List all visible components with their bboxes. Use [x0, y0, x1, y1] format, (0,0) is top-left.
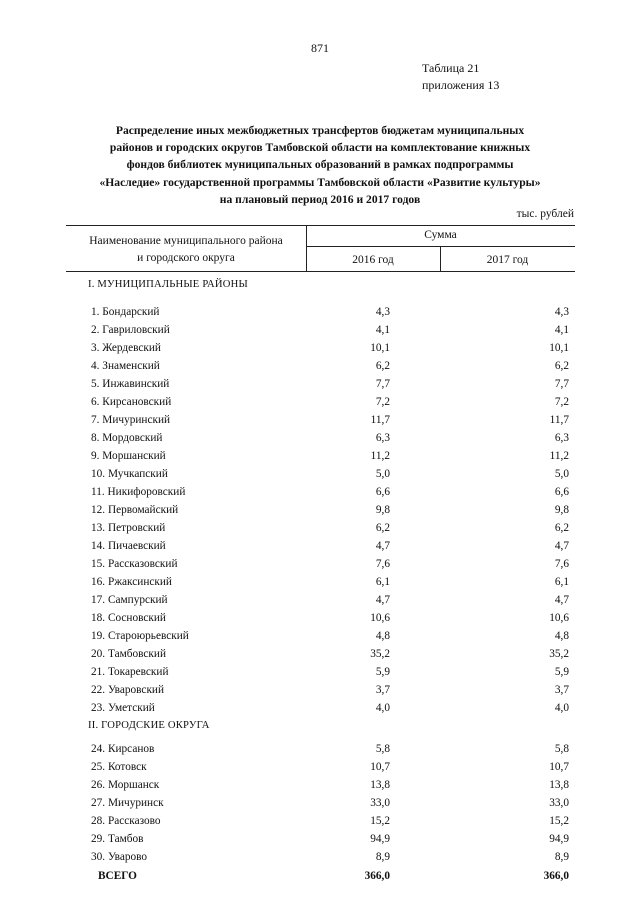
table-row: [88, 375, 568, 393]
value-2017: 10,6: [549, 612, 569, 624]
value-2016: 7,6: [375, 558, 390, 570]
row-name: 21. Токаревский: [91, 666, 169, 678]
row-name: 3. Жердевский: [91, 342, 161, 354]
row-name: 25. Котовск: [91, 761, 147, 773]
value-2016: 11,7: [370, 414, 390, 426]
value-2016: 3,7: [375, 684, 390, 696]
value-2017: 11,7: [549, 414, 569, 426]
value-2017: 5,8: [554, 743, 569, 755]
value-2017: 4,3: [554, 306, 569, 318]
value-2017: 6,1: [554, 576, 569, 588]
value-2016: 4,7: [375, 594, 390, 606]
header-name-line1: Наименование муниципального района: [89, 235, 283, 247]
table-reference-line2: приложения 13: [422, 78, 500, 92]
value-2017: 9,8: [554, 504, 569, 516]
value-2016: 35,2: [370, 648, 390, 660]
value-2016: 5,9: [375, 666, 390, 678]
table-row: [88, 681, 568, 699]
table-row: [88, 465, 568, 483]
table-row: [88, 663, 568, 681]
row-name: 27. Мичуринск: [91, 797, 164, 809]
units-label: тыс. рублей: [516, 208, 574, 220]
value-2017: 4,8: [554, 630, 569, 642]
table-row: [88, 321, 568, 339]
row-name: 14. Пичаевский: [91, 540, 166, 552]
value-2017: 33,0: [549, 797, 569, 809]
row-name: 11. Никифоровский: [91, 486, 186, 498]
value-2017: 13,8: [549, 779, 569, 791]
row-name: 29. Тамбов: [91, 833, 144, 845]
table-row: [88, 627, 568, 645]
value-2017: 7,7: [554, 378, 569, 390]
table-row: [88, 758, 568, 776]
title-line: Распределение иных межбюджетных трансфертов бюджетам муниципальных: [115, 124, 525, 137]
table-row: [88, 501, 568, 519]
table-reference: [422, 60, 499, 94]
row-name: 24. Кирсанов: [91, 743, 155, 755]
value-2016: 6,2: [375, 360, 390, 372]
value-2017: 94,9: [549, 833, 569, 845]
row-name: 10. Мучкапский: [91, 468, 168, 480]
value-2016: 4,1: [375, 324, 390, 336]
table-row: [88, 483, 568, 501]
table-row: [88, 573, 568, 591]
table-row: [88, 848, 568, 866]
table-row: [88, 794, 568, 812]
total-label: ВСЕГО: [98, 870, 137, 882]
value-2016: 33,0: [370, 797, 390, 809]
row-name: 26. Моршанск: [91, 779, 160, 791]
row-name: 18. Сосновский: [91, 612, 166, 624]
section-title: II. ГОРОДСКИЕ ОКРУГА: [88, 720, 210, 731]
value-2016: 5,8: [375, 743, 390, 755]
value-2017: 4,0: [554, 702, 569, 714]
value-2017: 7,2: [554, 396, 569, 408]
section-title: I. МУНИЦИПАЛЬНЫЕ РАЙОНЫ: [88, 279, 248, 290]
table-row: [88, 429, 568, 447]
value-2016: 4,0: [375, 702, 390, 714]
value-2017: 6,3: [554, 432, 569, 444]
value-2016: 13,8: [370, 779, 390, 791]
title-line: фондов библиотек муниципальных образований в рамках подпрограммы: [126, 158, 514, 172]
value-2016: 8,9: [375, 851, 390, 863]
row-name: 16. Ржаксинский: [91, 576, 172, 588]
table-row: [88, 537, 568, 555]
header-name-line2: и городского округа: [137, 252, 235, 264]
row-name: 8. Мордовский: [91, 432, 163, 444]
row-name: 7. Мичуринский: [91, 414, 171, 426]
row-name: 9. Моршанский: [91, 450, 166, 462]
table-row: [88, 812, 568, 830]
table-reference-line1: Таблица 21: [422, 61, 480, 75]
value-2017: 3,7: [554, 684, 569, 696]
value-2017: 5,9: [554, 666, 569, 678]
table-row: [88, 699, 568, 717]
row-name: 19. Староюрьевский: [91, 630, 189, 642]
value-2017: 35,2: [549, 648, 569, 660]
value-2016: 4,8: [375, 630, 390, 642]
table-row: [88, 591, 568, 609]
value-2017: 10,7: [549, 761, 569, 773]
total-2017: 366,0: [543, 870, 569, 882]
table-row: [88, 339, 568, 357]
table-row: [88, 555, 568, 573]
value-2016: 10,7: [370, 761, 390, 773]
table-top-border: [66, 225, 575, 226]
value-2016: 9,8: [375, 504, 390, 516]
table-row: [88, 740, 568, 758]
value-2017: 4,7: [554, 540, 569, 552]
value-2016: 10,1: [370, 342, 390, 354]
header-name: [66, 233, 306, 267]
total-2016: 366,0: [364, 870, 390, 882]
value-2017: 11,2: [549, 450, 569, 462]
row-name: 17. Сампурский: [91, 594, 168, 606]
value-2016: 4,7: [375, 540, 390, 552]
value-2017: 4,7: [554, 594, 569, 606]
header-year-2016: 2016 год: [352, 254, 394, 266]
value-2017: 6,6: [554, 486, 569, 498]
value-2016: 6,6: [375, 486, 390, 498]
table-row: [88, 411, 568, 429]
value-2016: 6,2: [375, 522, 390, 534]
value-2017: 5,0: [554, 468, 569, 480]
total-row: [88, 867, 568, 885]
row-name: 30. Уварово: [91, 851, 148, 863]
value-2016: 6,3: [375, 432, 390, 444]
table-row: [88, 776, 568, 794]
row-name: 28. Рассказово: [91, 815, 161, 827]
value-2016: 7,7: [375, 378, 390, 390]
value-2017: 15,2: [549, 815, 569, 827]
value-2016: 5,0: [375, 468, 390, 480]
title-line: «Наследие» государственной программы Тамбовской области «Развитие культуры»: [99, 175, 541, 189]
table-row: [88, 357, 568, 375]
row-name: 2. Гавриловский: [91, 324, 170, 336]
value-2017: 6,2: [554, 522, 569, 534]
header-year-2017: 2017 год: [486, 254, 529, 266]
table-row: [88, 519, 568, 537]
value-2017: 4,1: [554, 324, 569, 336]
value-2016: 94,9: [370, 833, 390, 845]
row-name: 1. Бондарский: [91, 306, 160, 318]
table-row: [88, 393, 568, 411]
row-name: 23. Уметский: [91, 702, 155, 714]
title-line: районов и городских округов Тамбовской области на комплектование книжных: [109, 141, 531, 155]
value-2017: 8,9: [554, 851, 569, 863]
table-row: [88, 609, 568, 627]
row-name: 15. Рассказовский: [91, 558, 178, 570]
value-2016: 15,2: [370, 815, 390, 827]
value-2016: 6,1: [375, 576, 390, 588]
row-name: 6. Кирсановский: [91, 396, 172, 408]
value-2017: 7,6: [554, 558, 569, 570]
value-2016: 7,2: [375, 396, 390, 408]
row-name: 4. Знаменский: [91, 360, 160, 372]
row-name: 5. Инжавинский: [91, 378, 170, 390]
row-name: 12. Первомайский: [91, 504, 179, 516]
title-line: на плановый период 2016 и 2017 годов: [219, 192, 421, 206]
table-row: [88, 447, 568, 465]
row-name: 22. Уваровский: [91, 684, 165, 696]
value-2017: 6,2: [554, 360, 569, 372]
table-row: [88, 830, 568, 848]
value-2016: 4,3: [375, 306, 390, 318]
document-title: [60, 122, 580, 208]
header-bottom-border: [66, 271, 575, 272]
row-name: 20. Тамбовский: [91, 648, 166, 660]
page-number: 871: [311, 41, 329, 55]
table-row: [88, 303, 568, 321]
value-2016: 11,2: [370, 450, 390, 462]
header-sum: Сумма: [424, 229, 457, 241]
table-row: [88, 645, 568, 663]
value-2016: 10,6: [370, 612, 390, 624]
row-name: 13. Петровский: [91, 522, 166, 534]
value-2017: 10,1: [549, 342, 569, 354]
